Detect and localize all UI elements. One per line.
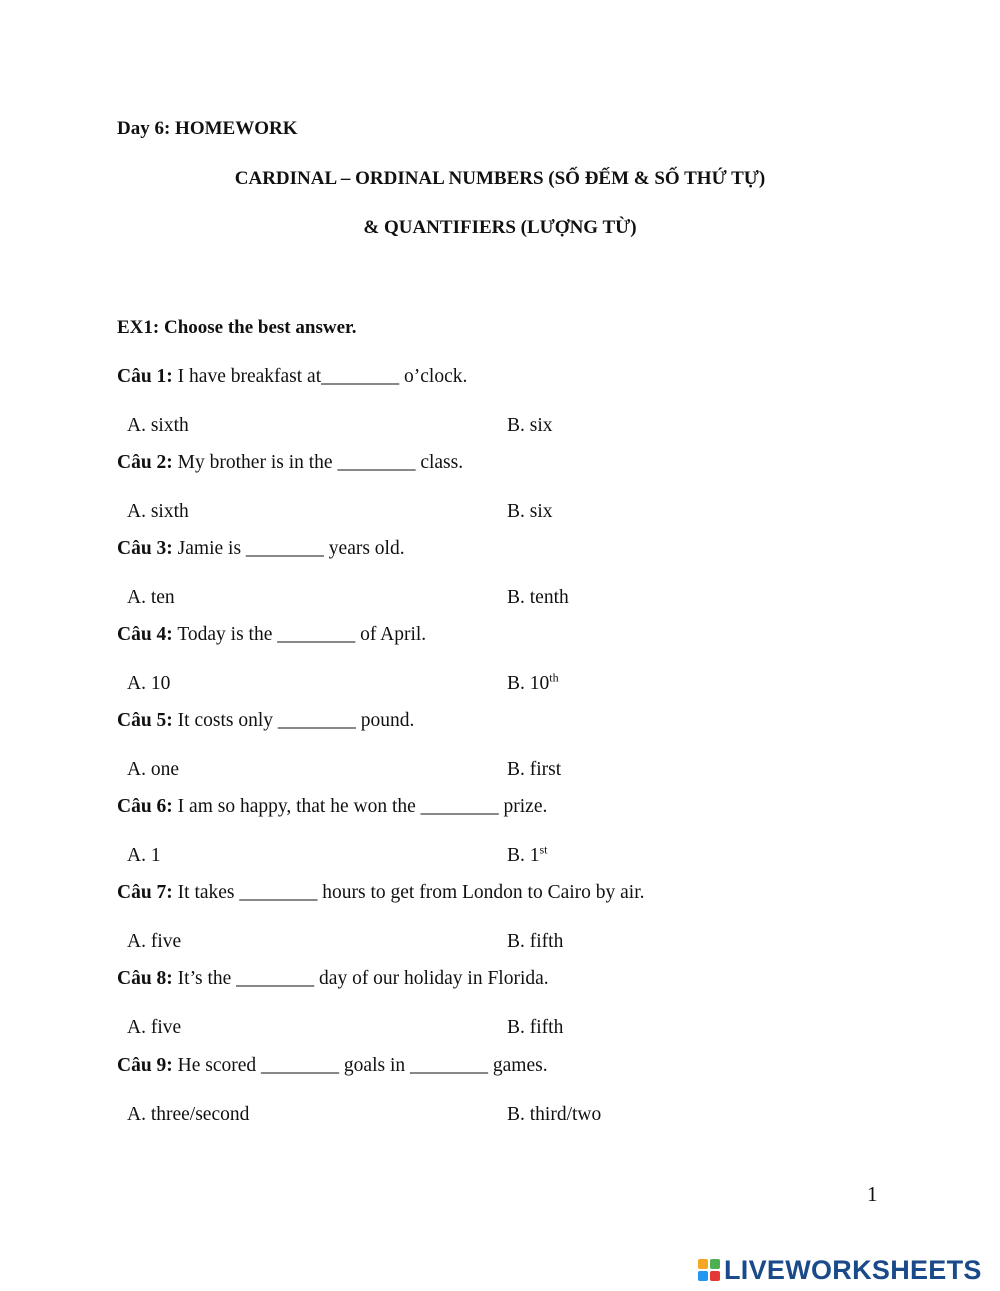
option-b[interactable] (507, 759, 561, 781)
heading-line-2: & QUANTIFIERS (LƯỢNG TỪ) (363, 217, 637, 238)
question-7 (117, 882, 645, 904)
option-a[interactable]: A. one (127, 759, 179, 780)
question-label: Câu 6: (117, 796, 173, 817)
option-a[interactable]: A. five (127, 1017, 182, 1038)
question-6 (117, 796, 547, 818)
logo-tile (710, 1259, 720, 1269)
option-b-text: B. tenth (507, 587, 569, 608)
option-b-text: B. fifth (507, 931, 564, 952)
question-8 (117, 968, 549, 990)
question-text: He scored ________ goals in ________ games. (172, 1055, 548, 1076)
option-b-text: B. 10 (507, 673, 550, 694)
question-text: It costs only ________ pound. (172, 710, 415, 731)
option-a[interactable]: A. 10 (127, 673, 171, 694)
option-b-text: B. first (507, 759, 562, 780)
option-b[interactable] (507, 415, 553, 437)
question-label: Câu 4: (117, 624, 173, 645)
question-text: My brother is in the ________ class. (172, 452, 464, 473)
logo-text: LIVEWORKSHEETS (724, 1254, 982, 1285)
option-a[interactable]: A. five (127, 931, 182, 952)
option-b-suffix: th (549, 670, 559, 685)
question-3 (117, 538, 405, 560)
option-a[interactable]: A. ten (127, 587, 175, 608)
option-b[interactable] (507, 587, 569, 609)
logo-tile (698, 1259, 708, 1269)
question-1 (117, 366, 467, 388)
option-b-text: B. third/two (507, 1104, 602, 1125)
option-b-text: B. six (507, 501, 553, 522)
exercise-title: EX1: Choose the best answer. (117, 317, 357, 338)
option-a[interactable]: A. three/second (127, 1104, 250, 1125)
logo-tile (710, 1271, 720, 1281)
question-label: Câu 3: (117, 538, 173, 559)
question-4 (117, 624, 426, 646)
question-label: Câu 5: (117, 710, 173, 731)
question-label: Câu 1: (117, 366, 173, 387)
option-b[interactable] (507, 501, 553, 523)
question-text: It takes ________ hours to get from London to Cairo by air. (172, 882, 645, 903)
option-b[interactable] (507, 1104, 601, 1126)
question-text: Jamie is ________ years old. (172, 538, 405, 559)
question-label: Câu 7: (117, 882, 173, 903)
option-b-suffix: st (539, 842, 548, 857)
option-b[interactable] (507, 1017, 563, 1039)
liveworksheets-logo-icon (697, 1258, 721, 1282)
liveworksheets-logo[interactable] (697, 1254, 982, 1286)
question-label: Câu 8: (117, 968, 173, 989)
option-b-text: B. fifth (507, 1017, 564, 1038)
option-b-text: B. 1 (507, 845, 540, 866)
option-b-text: B. six (507, 415, 553, 436)
option-b[interactable] (507, 670, 559, 695)
logo-tile (698, 1271, 708, 1281)
option-b[interactable] (507, 842, 548, 867)
question-text: Today is the ________ of April. (172, 624, 427, 645)
question-text: I am so happy, that he won the ________ prize. (172, 796, 548, 817)
option-a[interactable]: A. 1 (127, 845, 161, 866)
question-9 (117, 1055, 548, 1077)
page-number: 1 (867, 1182, 878, 1206)
question-text: I have breakfast at________ o’clock. (172, 366, 468, 387)
question-label: Câu 9: (117, 1055, 173, 1076)
option-a[interactable]: A. sixth (127, 501, 189, 522)
heading-line-1: CARDINAL – ORDINAL NUMBERS (SỐ ĐẾM & SỐ THỨ TỰ) (234, 168, 766, 189)
option-a[interactable]: A. sixth (127, 415, 189, 436)
option-b[interactable] (507, 931, 563, 953)
question-text: It’s the ________ day of our holiday in Florida. (172, 968, 549, 989)
question-5 (117, 710, 414, 732)
question-label: Câu 2: (117, 452, 173, 473)
question-2 (117, 452, 463, 474)
page-title: Day 6: HOMEWORK (117, 118, 298, 139)
